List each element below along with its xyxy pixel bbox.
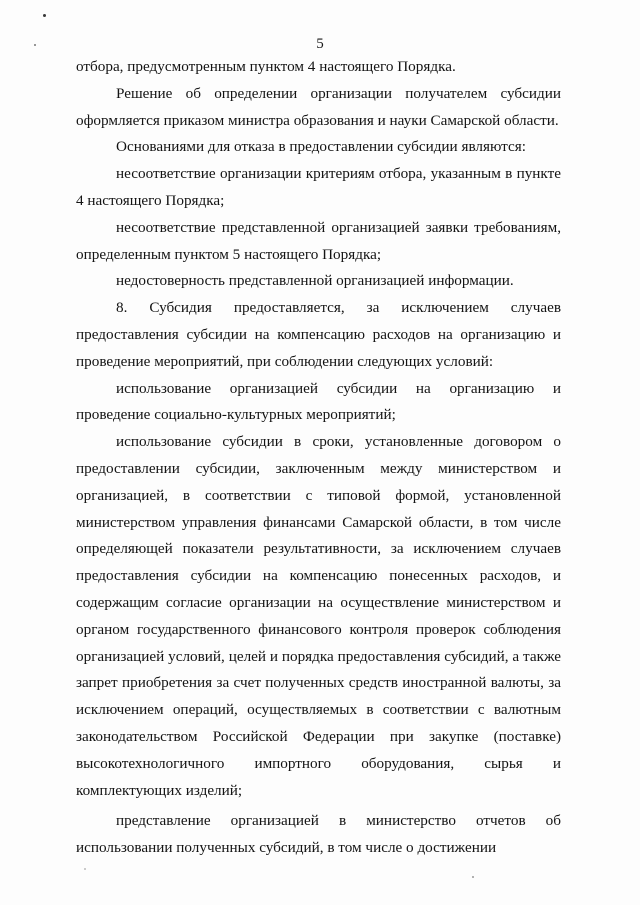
document-body xyxy=(76,54,561,862)
paragraph-section-8: 8. Субсидия предоставляется, за исключением случаев предоставления субсидии на компенсацию расходов на организацию и проведение мероприятий, при соблюдении следующих условий: xyxy=(76,299,561,370)
paragraph-continuation: отбора, предусмотренным пунктом 4 настоящего Порядка. xyxy=(76,58,456,75)
paragraph-condition-use: использование организацией субсидии на организацию и проведение социально-культурных мероприятий; xyxy=(76,379,561,424)
paragraph-refusal-unreliable: недостоверность представленной организацией информации. xyxy=(116,272,514,290)
paragraph-condition-reports: представление организацией в министерство отчетов об использовании полученных субсидий, в том числе о достижении xyxy=(76,812,561,857)
scan-speck xyxy=(43,14,46,17)
paragraph-decision: Решение об определении организации получателем субсидии оформляется приказом министра образования и науки Самарской области. xyxy=(76,84,561,129)
paragraph-refusal-requirements: несоответствие представленной организацией заявки требованиям, определенным пунктом 5 настоящего Порядка; xyxy=(76,218,561,263)
page-number: 5 xyxy=(316,36,324,52)
scan-speck xyxy=(84,868,86,870)
paragraph-refusal-grounds: Основаниями для отказа в предоставлении субсидии являются: xyxy=(116,138,526,156)
paragraph-refusal-criteria: несоответствие организации критериям отбора, указанным в пункте 4 настоящего Порядка; xyxy=(76,165,561,209)
paragraph-condition-terms: использование субсидии в сроки, установленные договором о предоставлении субсидии, заключенным между министерством и организацией, в соответствии с типовой формой, установленной министерством управления финансами Самарской области, в том числе определяющей показатели результативности, за исключением случаев предоставления субсидии на компенсацию понесенных расходов, и содержащим согласие организации на осуществление министерством и органом государственного финансового контроля проверок соблюдения организацией условий, целей и порядка предоставления субсидий, а также запрет приобретения за счет полученных средств иностранной валюты, за исключением операций, осуществляемых в соответствии с валютным законодательством Российской Федерации при закупке (поставке) высокотехнологичного импортного оборудования, сырья и комплектующих изделий; xyxy=(76,433,561,799)
scan-speck xyxy=(472,876,474,878)
